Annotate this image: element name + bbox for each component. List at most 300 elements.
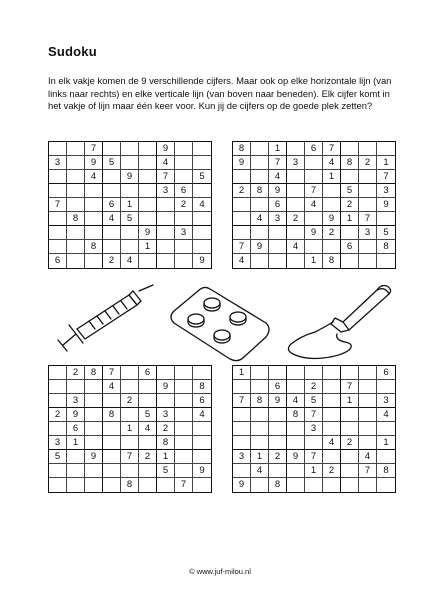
sudoku-cell: [139, 436, 157, 450]
sudoku-cell: [287, 436, 305, 450]
sudoku-cell: 9: [85, 450, 103, 464]
sudoku-cell: [341, 254, 359, 268]
sudoku-cell: 1: [67, 436, 85, 450]
sudoku-cell: 8: [121, 478, 139, 492]
sudoku-cell: 4: [251, 464, 269, 478]
sudoku-cell: 3: [269, 212, 287, 226]
sudoku-cell: [85, 436, 103, 450]
sudoku-cell: 1: [121, 422, 139, 436]
sudoku-cell: 7: [305, 450, 323, 464]
sudoku-grid-2: [232, 141, 396, 269]
sudoku-cell: [359, 198, 377, 212]
sudoku-cell: 4: [121, 254, 139, 268]
sudoku-cell: 9: [287, 450, 305, 464]
sudoku-cell: [67, 478, 85, 492]
sudoku-cell: 8: [323, 254, 341, 268]
sudoku-cell: 2: [49, 408, 67, 422]
sudoku-cell: 6: [103, 198, 121, 212]
sudoku-cell: [377, 380, 395, 394]
sudoku-cell: 6: [49, 254, 67, 268]
sudoku-cell: [233, 198, 251, 212]
sudoku-cell: 8: [287, 408, 305, 422]
sudoku-cell: 6: [269, 380, 287, 394]
sudoku-cell: [67, 380, 85, 394]
sudoku-cell: [49, 380, 67, 394]
sudoku-cell: 4: [251, 212, 269, 226]
sudoku-cell: [305, 170, 323, 184]
sudoku-cell: [193, 436, 211, 450]
sudoku-grid-1: [48, 141, 212, 269]
sudoku-cell: 1: [233, 366, 251, 380]
sudoku-cell: 7: [377, 170, 395, 184]
sudoku-cell: [121, 408, 139, 422]
sudoku-cell: 2: [323, 464, 341, 478]
sudoku-cell: [377, 450, 395, 464]
sudoku-cell: 5: [103, 156, 121, 170]
sudoku-cell: [359, 422, 377, 436]
sudoku-cell: [323, 478, 341, 492]
sudoku-cell: 8: [157, 436, 175, 450]
sudoku-cell: 1: [377, 156, 395, 170]
sudoku-cell: [85, 394, 103, 408]
sudoku-cell: [269, 240, 287, 254]
sudoku-cell: [157, 226, 175, 240]
sudoku-cell: [377, 254, 395, 268]
sudoku-cell: 8: [103, 408, 121, 422]
sudoku-cell: [121, 184, 139, 198]
sudoku-cell: [341, 464, 359, 478]
sudoku-cell: [103, 478, 121, 492]
sudoku-cell: 4: [193, 198, 211, 212]
sudoku-cell: [49, 394, 67, 408]
sudoku-cell: [49, 478, 67, 492]
sudoku-cell: [233, 170, 251, 184]
sudoku-cell: 3: [49, 436, 67, 450]
sudoku-cell: [139, 464, 157, 478]
sudoku-cell: [67, 198, 85, 212]
sudoku-cell: 4: [103, 380, 121, 394]
sudoku-cell: [157, 240, 175, 254]
sudoku-cell: [67, 156, 85, 170]
sudoku-cell: [193, 450, 211, 464]
sudoku-cell: 9: [323, 212, 341, 226]
sudoku-cell: [233, 464, 251, 478]
sudoku-cell: [341, 142, 359, 156]
sudoku-cell: [85, 422, 103, 436]
sudoku-cell: 9: [157, 142, 175, 156]
sudoku-cell: 9: [269, 184, 287, 198]
sudoku-cell: 7: [49, 198, 67, 212]
sudoku-cell: 1: [377, 436, 395, 450]
sudoku-cell: [269, 254, 287, 268]
sudoku-cell: [193, 422, 211, 436]
sudoku-cell: [139, 394, 157, 408]
sudoku-cell: 1: [305, 254, 323, 268]
sudoku-cell: [85, 226, 103, 240]
sudoku-cell: [269, 366, 287, 380]
sudoku-cell: [175, 436, 193, 450]
sudoku-cell: [269, 422, 287, 436]
sudoku-cell: [175, 366, 193, 380]
sudoku-cell: [157, 198, 175, 212]
sudoku-cell: 8: [85, 240, 103, 254]
sudoku-cell: [323, 366, 341, 380]
sudoku-cell: 2: [121, 394, 139, 408]
sudoku-cell: [323, 450, 341, 464]
sudoku-cell: 9: [305, 226, 323, 240]
sudoku-cell: 1: [121, 198, 139, 212]
sudoku-cell: 3: [175, 226, 193, 240]
sudoku-cell: [175, 408, 193, 422]
sudoku-cell: [121, 156, 139, 170]
sudoku-cell: [323, 408, 341, 422]
sudoku-cell: 9: [199, 255, 205, 267]
sudoku-cell: [175, 394, 193, 408]
sudoku-cell: [287, 422, 305, 436]
sudoku-cell: [49, 184, 67, 198]
sudoku-cell: 2: [103, 254, 121, 268]
footer-copyright: © www.juf-milou.nl: [189, 567, 251, 576]
sudoku-cell: 2: [287, 212, 305, 226]
sudoku-cell: [323, 422, 341, 436]
sudoku-cell: 2: [139, 450, 157, 464]
sudoku-cell: [233, 212, 251, 226]
sudoku-cell: 9: [67, 408, 85, 422]
ointment-tube-illustration: [285, 280, 395, 365]
sudoku-cell: 3: [287, 156, 305, 170]
sudoku-cell: [287, 198, 305, 212]
sudoku-cell: [341, 478, 359, 492]
sudoku-cell: [175, 380, 193, 394]
sudoku-cell: [103, 436, 121, 450]
sudoku-cell: [305, 366, 323, 380]
sudoku-cell: 9: [85, 156, 103, 170]
sudoku-cell: 6: [67, 422, 85, 436]
sudoku-cell: [139, 478, 157, 492]
sudoku-cell: [103, 170, 121, 184]
sudoku-cell: [251, 408, 269, 422]
sudoku-cell: 4: [193, 408, 211, 422]
sudoku-cell: 9: [193, 464, 211, 478]
sudoku-cell: [103, 240, 121, 254]
sudoku-cell: [157, 366, 175, 380]
sudoku-cell: [49, 142, 67, 156]
sudoku-cell: [305, 436, 323, 450]
sudoku-cell: [175, 142, 193, 156]
sudoku-cell: [287, 478, 305, 492]
sudoku-cell: [359, 142, 377, 156]
sudoku-cell: [193, 366, 211, 380]
sudoku-cell: [103, 394, 121, 408]
sudoku-cell: [359, 436, 377, 450]
sudoku-cell: [359, 184, 377, 198]
sudoku-cell: 1: [269, 142, 287, 156]
sudoku-cell: 5: [121, 212, 139, 226]
sudoku-cell: 9: [251, 240, 269, 254]
sudoku-cell: [251, 254, 269, 268]
sudoku-cell: 7: [341, 380, 359, 394]
sudoku-cell: 6: [139, 366, 157, 380]
sudoku-cell: [359, 394, 377, 408]
sudoku-cell: [305, 212, 323, 226]
sudoku-cell: [323, 240, 341, 254]
sudoku-cell: [251, 422, 269, 436]
sudoku-cell: [287, 366, 305, 380]
sudoku-cell: 2: [175, 198, 193, 212]
sudoku-cell: [85, 478, 103, 492]
sudoku-cell: [121, 380, 139, 394]
sudoku-cell: 3: [157, 408, 175, 422]
sudoku-cell: [193, 240, 211, 254]
sudoku-cell: 7: [85, 142, 103, 156]
sudoku-cell: 3: [233, 450, 251, 464]
sudoku-cell: 3: [377, 184, 395, 198]
sudoku-cell: [139, 380, 157, 394]
sudoku-cell: [269, 226, 287, 240]
syringe-illustration: [55, 283, 155, 355]
sudoku-cell: [49, 464, 67, 478]
sudoku-cell: [175, 464, 193, 478]
sudoku-cell: [251, 156, 269, 170]
sudoku-cell: 5: [305, 394, 323, 408]
sudoku-cell: 3: [67, 394, 85, 408]
sudoku-cell: 1: [341, 394, 359, 408]
sudoku-cell: [103, 226, 121, 240]
sudoku-cell: 8: [251, 394, 269, 408]
sudoku-cell: 5: [193, 170, 211, 184]
sudoku-cell: [85, 380, 103, 394]
sudoku-cell: [49, 240, 67, 254]
sudoku-cell: 1: [341, 212, 359, 226]
sudoku-cell: 4: [287, 240, 305, 254]
sudoku-cell: [377, 142, 395, 156]
sudoku-cell: 3: [305, 422, 323, 436]
sudoku-cell: 2: [359, 156, 377, 170]
sudoku-cell: [67, 464, 85, 478]
sudoku-cell: [175, 156, 193, 170]
sudoku-cell: [67, 450, 85, 464]
sudoku-cell: [341, 366, 359, 380]
sudoku-cell: [323, 394, 341, 408]
sudoku-cell: 2: [269, 450, 287, 464]
sudoku-cell: 4: [157, 156, 175, 170]
sudoku-cell: 7: [323, 142, 341, 156]
sudoku-cell: 4: [377, 408, 395, 422]
sudoku-cell: 8: [85, 366, 103, 380]
sudoku-cell: 7: [233, 394, 251, 408]
sudoku-cell: [121, 464, 139, 478]
sudoku-cell: [103, 142, 121, 156]
instructions-text: In elk vakje komen de 9 verschillende cijfers. Maar ook op elke horizontale lijn (van links naar rechts) en elke verticale lijn (van boven naar beneden). Elk cijfer komt in het vakje of lijn maar één keer voor. Kun jij de cijfers op de goede plek zetten?: [48, 75, 392, 112]
sudoku-cell: 4: [323, 156, 341, 170]
sudoku-cell: [233, 408, 251, 422]
sudoku-cell: 9: [377, 198, 395, 212]
sudoku-cell: [233, 226, 251, 240]
sudoku-cell: [175, 254, 193, 268]
sudoku-cell: [341, 226, 359, 240]
sudoku-cell: [359, 408, 377, 422]
sudoku-cell: [287, 254, 305, 268]
sudoku-cell: 8: [377, 464, 395, 478]
sudoku-cell: 6: [305, 142, 323, 156]
sudoku-cell: [251, 198, 269, 212]
sudoku-cell: [359, 170, 377, 184]
sudoku-cell: 7: [103, 366, 121, 380]
page-title: Sudoku: [48, 44, 97, 59]
sudoku-cell: 4: [103, 212, 121, 226]
sudoku-cell: [139, 254, 157, 268]
sudoku-cell: [323, 198, 341, 212]
sudoku-cell: 9: [233, 156, 251, 170]
sudoku-cell: [305, 156, 323, 170]
sudoku-cell: 9: [139, 226, 157, 240]
sudoku-cell: [85, 198, 103, 212]
sudoku-cell: 7: [175, 478, 193, 492]
sudoku-cell: 4: [139, 422, 157, 436]
sudoku-cell: 3: [49, 156, 67, 170]
sudoku-cell: [287, 184, 305, 198]
sudoku-cell: [67, 254, 85, 268]
sudoku-cell: 4: [323, 436, 341, 450]
sudoku-cell: 8: [251, 184, 269, 198]
sudoku-cell: [175, 450, 193, 464]
sudoku-cell: [193, 478, 211, 492]
sudoku-cell: [103, 464, 121, 478]
sudoku-cell: [341, 422, 359, 436]
sudoku-cell: 9: [269, 394, 287, 408]
sudoku-cell: [193, 142, 211, 156]
sudoku-cell: 1: [139, 240, 157, 254]
sudoku-cell: 8: [233, 142, 251, 156]
sudoku-cell: [323, 184, 341, 198]
sudoku-cell: [269, 436, 287, 450]
sudoku-cell: [175, 240, 193, 254]
sudoku-cell: [377, 212, 395, 226]
sudoku-cell: 5: [341, 184, 359, 198]
sudoku-cell: [251, 226, 269, 240]
sudoku-cell: [359, 380, 377, 394]
sudoku-cell: [251, 366, 269, 380]
sudoku-cell: 4: [287, 394, 305, 408]
sudoku-cell: [251, 436, 269, 450]
sudoku-cell: [287, 380, 305, 394]
sudoku-cell: [377, 422, 395, 436]
sudoku-cell: 2: [67, 366, 85, 380]
sudoku-cell: [67, 240, 85, 254]
sudoku-cell: [359, 366, 377, 380]
sudoku-cell: [341, 408, 359, 422]
sudoku-cell: 9: [157, 380, 175, 394]
sudoku-cell: [175, 170, 193, 184]
sudoku-cell: 1: [323, 170, 341, 184]
sudoku-cell: [121, 240, 139, 254]
sudoku-cell: [139, 142, 157, 156]
sudoku-cell: 8: [193, 380, 211, 394]
sudoku-cell: [139, 184, 157, 198]
sudoku-cell: 1: [157, 450, 175, 464]
sudoku-cell: [157, 478, 175, 492]
sudoku-cell: [49, 366, 67, 380]
sudoku-cell: [193, 212, 211, 226]
sudoku-cell: 6: [193, 394, 211, 408]
sudoku-cell: [67, 142, 85, 156]
sudoku-cell: [67, 226, 85, 240]
sudoku-cell: [139, 170, 157, 184]
sudoku-cell: [251, 380, 269, 394]
sudoku-cell: 7: [269, 156, 287, 170]
sudoku-cell: [269, 408, 287, 422]
sudoku-cell: [251, 170, 269, 184]
sudoku-cell: [175, 422, 193, 436]
sudoku-cell: 5: [139, 408, 157, 422]
sudoku-cell: 2: [157, 422, 175, 436]
sudoku-cell: [85, 212, 103, 226]
sudoku-cell: [121, 226, 139, 240]
sudoku-cell: [103, 184, 121, 198]
sudoku-cell: [287, 142, 305, 156]
sudoku-cell: [287, 170, 305, 184]
sudoku-cell: [193, 184, 211, 198]
sudoku-cell: [157, 212, 175, 226]
sudoku-cell: 5: [377, 226, 395, 240]
sudoku-cell: 2: [341, 198, 359, 212]
sudoku-cell: 8: [377, 240, 395, 254]
sudoku-cell: [85, 254, 103, 268]
sudoku-cell: [251, 478, 269, 492]
sudoku-cell: [359, 478, 377, 492]
sudoku-cell: 7: [157, 170, 175, 184]
sudoku-cell: [67, 184, 85, 198]
sudoku-cell: [121, 436, 139, 450]
sudoku-cell: [233, 422, 251, 436]
sudoku-cell: 8: [341, 156, 359, 170]
sudoku-cell: [49, 226, 67, 240]
sudoku-cell: [85, 464, 103, 478]
pill-blister-illustration: [168, 283, 273, 363]
sudoku-cell: 3: [157, 184, 175, 198]
sudoku-cell: 6: [175, 184, 193, 198]
sudoku-cell: [157, 394, 175, 408]
sudoku-cell: 2: [233, 184, 251, 198]
sudoku-grid-3: [48, 365, 212, 493]
sudoku-cell: 6: [377, 366, 395, 380]
sudoku-cell: [233, 380, 251, 394]
sudoku-cell: [139, 212, 157, 226]
sudoku-cell: [67, 170, 85, 184]
sudoku-cell: [193, 226, 211, 240]
sudoku-cell: 5: [157, 464, 175, 478]
sudoku-cell: 3: [377, 394, 395, 408]
sudoku-cell: [359, 240, 377, 254]
sudoku-cell: [305, 240, 323, 254]
sudoku-cell: 2: [323, 226, 341, 240]
sudoku-cell: 5: [49, 450, 67, 464]
sudoku-cell: 9: [121, 170, 139, 184]
sudoku-cell: 6: [269, 198, 287, 212]
sudoku-cell: 7: [233, 240, 251, 254]
sudoku-cell: 1: [251, 450, 269, 464]
sudoku-cell: [175, 212, 193, 226]
sudoku-cell: [305, 478, 323, 492]
sudoku-cell: [121, 366, 139, 380]
sudoku-cell: [233, 436, 251, 450]
sudoku-cell: [139, 198, 157, 212]
sudoku-cell: 7: [305, 408, 323, 422]
sudoku-cell: [49, 422, 67, 436]
sudoku-cell: 8: [269, 478, 287, 492]
sudoku-cell: [323, 380, 341, 394]
sudoku-cell: 4: [85, 170, 103, 184]
